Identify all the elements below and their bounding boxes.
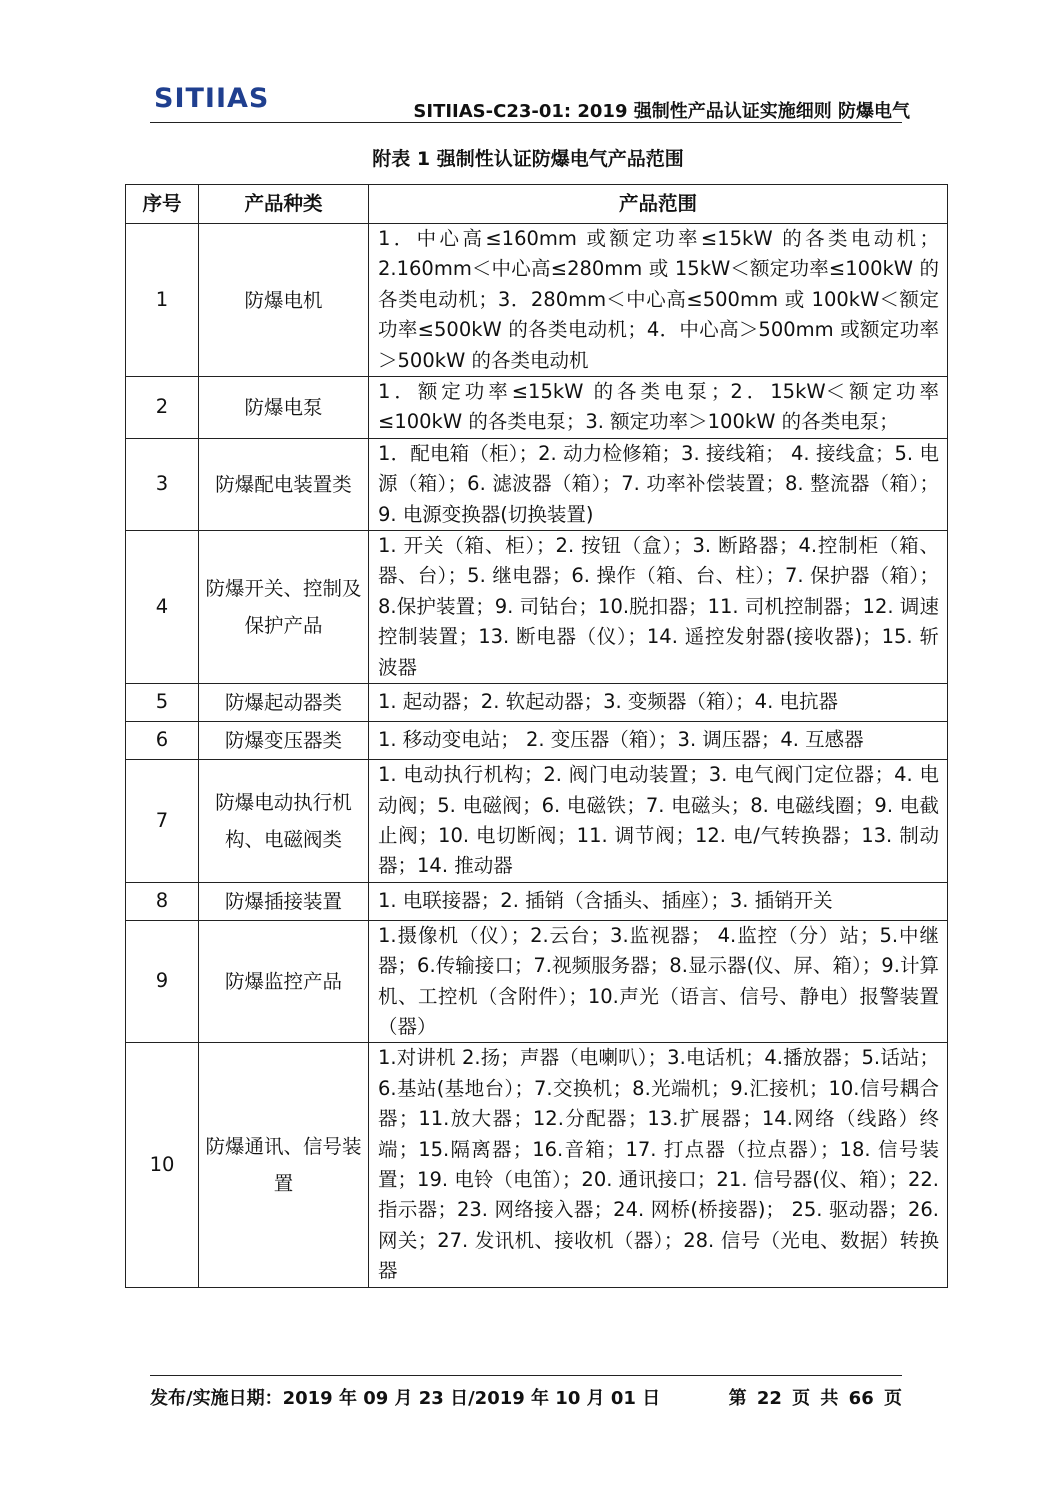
product-scope-table	[125, 184, 948, 1288]
row-scope: 1. 电联接器；2. 插销（含插头、插座）；3. 插销开关	[369, 882, 948, 920]
row-number: 6	[126, 722, 199, 760]
table-row	[126, 1043, 948, 1287]
row-number: 1	[126, 224, 199, 377]
document-header: SITIIAS-C23-01: 2019 强制性产品认证实施细则 防爆电气	[413, 101, 910, 122]
row-number: 3	[126, 438, 199, 530]
table-row	[126, 760, 948, 883]
row-scope: 1. 电动执行机构；2. 阀门电动装置；3. 电气阀门定位器；4. 电动阀；5. 电磁阀；6. 电磁铁；7. 电磁头；8. 电磁线圈；9. 电截止阀；10. 电切断阀；11. 调节阀；12. 电/气转换器；13. 制动器；14. 推动器	[369, 760, 948, 883]
row-number: 9	[126, 920, 199, 1043]
table-row	[126, 438, 948, 530]
row-category: 防爆监控产品	[199, 920, 369, 1043]
table-row	[126, 920, 948, 1043]
page-number: 第 22 页 共 66 页	[728, 1388, 902, 1409]
row-category: 防爆插接装置	[199, 882, 369, 920]
table-row	[126, 531, 948, 684]
header-divider	[150, 122, 902, 123]
row-category: 防爆电动执行机构、电磁阀类	[199, 760, 369, 883]
row-number: 8	[126, 882, 199, 920]
row-category: 防爆通讯、信号装置	[199, 1043, 369, 1287]
company-logo	[154, 80, 269, 116]
header-product-category: 产品种类	[199, 185, 369, 224]
row-number: 2	[126, 377, 199, 439]
row-scope: 1.摄像机（仪）；2.云台；3.监视器； 4.监控（分）站；5.中继器；6.传输接口；7.视频服务器；8.显示器(仪、屏、箱）；9.计算机、工控机（含附件）；10.声光（语言、信号、静电）报警装置（器）	[369, 920, 948, 1043]
publish-date: 发布/实施日期：2019 年 09 月 23 日/2019 年 10 月 01 日	[150, 1388, 661, 1409]
row-number: 4	[126, 531, 199, 684]
row-number: 10	[126, 1043, 199, 1287]
row-scope: 1．额定功率≤15kW 的各类电泵；2．15kW＜额定功率≤100kW 的各类电泵；3. 额定功率＞100kW 的各类电泵；	[369, 377, 948, 439]
header-product-scope: 产品范围	[369, 185, 948, 224]
table-row	[126, 722, 948, 760]
logo-text: SITIIAS	[154, 82, 270, 114]
table-row	[126, 224, 948, 377]
row-scope: 1．中心高≤160mm 或额定功率≤15kW 的各类电动机；2.160mm＜中心高≤280mm 或 15kW＜额定功率≤100kW 的各类电动机；3．280mm＜中心高≤500mm 或 100kW＜额定功率≤500kW 的各类电动机；4．中心高＞500mm 或额定功率＞500kW 的各类电动机	[369, 224, 948, 377]
row-category: 防爆开关、控制及保护产品	[199, 531, 369, 684]
table-header-row	[126, 185, 948, 224]
row-number: 7	[126, 760, 199, 883]
row-scope: 1. 开关（箱、柜）；2. 按钮（盒）；3. 断路器；4.控制柜（箱、器、台）；5. 继电器；6. 操作（箱、台、柱）；7. 保护器（箱）；8.保护装置；9. 司钻台；10.脱扣器；11. 司机控制器；12. 调速控制装置；13. 断电器（仪）；14. 遥控发射器(接收器)；15. 斩波器	[369, 531, 948, 684]
row-category: 防爆配电装置类	[199, 438, 369, 530]
row-scope: 1.对讲机 2.扬；声器（电喇叭）；3.电话机；4.播放器；5.话站；6.基站(基地台）；7.交换机；8.光端机；9.汇接机；10.信号耦合器；11.放大器；12.分配器；13.扩展器；14.网络（线路）终端；15.隔离器；16.音箱；17. 打点器（拉点器）；18. 信号装置；19. 电铃（电笛）；20. 通讯接口；21. 信号器(仪、箱）；22. 指示器；23. 网络接入器；24. 网桥(桥接器)； 25. 驱动器；26. 网关；27. 发讯机、接收机（器）；28. 信号（光电、数据）转换器	[369, 1043, 948, 1287]
row-number: 5	[126, 684, 199, 722]
row-category: 防爆起动器类	[199, 684, 369, 722]
footer-divider	[150, 1375, 902, 1376]
row-scope: 1．配电箱（柜）；2. 动力检修箱；3. 接线箱； 4. 接线盒；5. 电源（箱）；6. 滤波器（箱）；7. 功率补偿装置；8. 整流器（箱）；9. 电源变换器(切换装置)	[369, 438, 948, 530]
table-row	[126, 377, 948, 439]
row-category: 防爆电机	[199, 224, 369, 377]
table-row	[126, 882, 948, 920]
row-category: 防爆变压器类	[199, 722, 369, 760]
header-serial-number: 序号	[126, 185, 199, 224]
appendix-title: 附表 1 强制性认证防爆电气产品范围	[372, 148, 684, 170]
table-row	[126, 684, 948, 722]
row-scope: 1. 移动变电站； 2. 变压器（箱）；3. 调压器；4. 互感器	[369, 722, 948, 760]
row-scope: 1. 起动器；2. 软起动器；3. 变频器（箱）；4. 电抗器	[369, 684, 948, 722]
row-category: 防爆电泵	[199, 377, 369, 439]
